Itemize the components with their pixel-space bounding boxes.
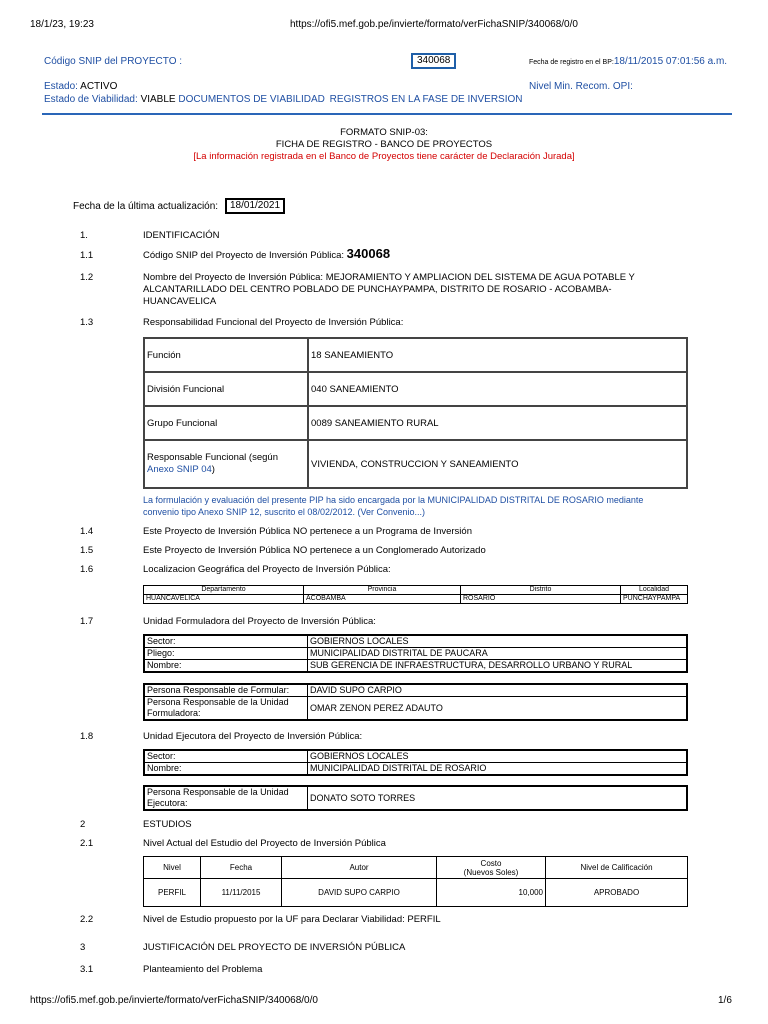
loc-header-provincia: Provincia <box>304 586 461 595</box>
unidad-formuladora-title: Unidad Formuladora del Proyecto de Inversión Pública: <box>143 616 376 627</box>
division-value: 040 SANEAMIENTO <box>308 372 687 406</box>
n11: 1.1 <box>80 250 94 261</box>
anexo-snip-04-link[interactable]: Anexo SNIP 04 <box>147 464 212 475</box>
uf-nombre-label: Nombre: <box>144 660 308 673</box>
estudio-header-calificacion: Nivel de Calificación <box>546 857 688 879</box>
persona-formular-value: DAVID SUPO CARPIO <box>308 684 688 697</box>
codigo-snip-pip-label: Código SNIP del Proyecto de Inversión Pública: <box>143 250 345 261</box>
estudio-fecha: 11/11/2015 <box>201 879 282 907</box>
table-row <box>144 338 687 372</box>
fecha-actualizacion-label: Fecha de la última actualización: <box>73 201 219 212</box>
n13: 1.3 <box>80 317 94 328</box>
ue-nombre-value: MUNICIPALIDAD DISTRITAL DE ROSARIO <box>308 763 688 776</box>
uf-responsables-table <box>143 683 688 721</box>
persona-unidad-label <box>144 697 308 721</box>
sec1-title: IDENTIFICACIÓN <box>143 230 220 241</box>
estado-label: Estado: <box>44 81 78 92</box>
responsable-cell <box>144 440 308 488</box>
n22: 2.2 <box>80 914 94 925</box>
codigo-snip-label: Código SNIP del PROYECTO : <box>44 56 183 67</box>
nombre-pip-line2: ALCANTARILLADO DEL CENTRO POBLADO DE PUNCHAYPAMPA, DISTRITO DE ROSARIO - ACOBAMBA- <box>143 284 612 295</box>
loc-header-localidad: Localidad <box>621 586 688 595</box>
convenio-note <box>143 494 643 518</box>
estudio-header-fecha: Fecha <box>201 857 282 879</box>
viabilidad-value: VIABLE <box>140 94 176 105</box>
table-row <box>144 372 687 406</box>
nivel-propuesto: Nivel de Estudio propuesto por la UF para Declarar Viabilidad: PERFIL <box>143 914 441 925</box>
table-row <box>144 648 687 660</box>
fecha-registro-label: Fecha de registro en el BP: <box>529 59 614 66</box>
ue-persona-label-line2: Ejecutora: <box>147 798 188 808</box>
form-title-line1: FORMATO SNIP-03: <box>340 127 428 138</box>
persona-formular-label: Persona Responsable de Formular: <box>144 684 308 697</box>
persona-unidad-label-line2: Formuladora: <box>147 708 201 718</box>
uf-nombre-value: SUB GERENCIA DE INFRAESTRUCTURA, DESARROLLO URBANO Y RURAL <box>308 660 688 673</box>
table-row <box>144 763 687 776</box>
form-title <box>0 127 768 163</box>
table-row <box>144 750 687 763</box>
print-url-bottom: https://ofi5.mef.gob.pe/invierte/formato/verFichaSNIP/340068/0/0 <box>30 995 318 1006</box>
estudio-costo: 10,000 <box>437 879 546 907</box>
ue-persona-label <box>144 786 308 810</box>
responsable-label: Responsable Funcional (según <box>147 452 278 463</box>
page-number: 1/6 <box>718 995 732 1006</box>
nivel-min-label: Nivel Min. Recom. OPI: <box>529 81 633 92</box>
ue-nombre-label: Nombre: <box>144 763 308 776</box>
header-divider <box>42 113 732 115</box>
form-title-disclaimer: [La información registrada en el Banco de Proyectos tiene carácter de Declaración Jurada] <box>193 151 575 162</box>
conglomerado: Este Proyecto de Inversión Pública NO pertenece a un Conglomerado Autorizado <box>143 545 486 556</box>
n17: 1.7 <box>80 616 94 627</box>
table-row <box>144 857 688 879</box>
estudio-header-costo-line2: (Nuevos Soles) <box>463 867 519 877</box>
uf-pliego-value: MUNICIPALIDAD DISTRITAL DE PAUCARA <box>308 648 688 660</box>
responsabilidad-table <box>143 337 688 489</box>
uf-sector-value: GOBIERNOS LOCALES <box>308 635 688 648</box>
table-row <box>144 440 687 488</box>
table-row <box>144 786 687 810</box>
estudio-header-autor: Autor <box>282 857 437 879</box>
codigo-snip-pip-value: 340068 <box>346 246 391 261</box>
grupo-label: Grupo Funcional <box>144 406 308 440</box>
n21: 2.1 <box>80 838 94 849</box>
uf-pliego-label: Pliego: <box>144 648 308 660</box>
fecha-registro <box>529 56 727 67</box>
localizacion-title: Localizacion Geográfica del Proyecto de Inversión Pública: <box>143 564 391 575</box>
n15: 1.5 <box>80 545 94 556</box>
nivel-actual-title: Nivel Actual del Estudio del Proyecto de Inversión Pública <box>143 838 386 849</box>
convenio-note-line2[interactable]: convenio tipo Anexo SNIP 12, suscrito el 08/02/2012. (Ver Convenio...) <box>143 507 426 517</box>
loc-localidad: PUNCHAYPAMPA <box>621 595 688 604</box>
codigo-snip-value: 340068 <box>411 53 456 69</box>
planteamiento-title: Planteamiento del Problema <box>143 964 263 975</box>
n14: 1.4 <box>80 526 94 537</box>
ue-responsable-table <box>143 785 688 811</box>
registros-fase-inversion-link[interactable]: REGISTROS EN LA FASE DE INVERSION <box>329 94 523 105</box>
estudio-header-nivel: Nivel <box>144 857 201 879</box>
print-url-top: https://ofi5.mef.gob.pe/invierte/formato/verFichaSNIP/340068/0/0 <box>290 19 578 30</box>
estudio-autor: DAVID SUPO CARPIO <box>282 879 437 907</box>
loc-departamento: HUANCAVELICA <box>144 595 304 604</box>
table-row <box>144 595 688 604</box>
nombre-pip-line3: HUANCAVELICA <box>143 296 217 307</box>
sec3-title: JUSTIFICACIÓN DEL PROYECTO DE INVERSIÓN PÚBLICA <box>143 942 406 953</box>
estudio-header-costo-line1: Costo <box>480 858 502 868</box>
estudios-table <box>143 856 688 907</box>
sec2-num: 2 <box>80 819 86 830</box>
sec2-title: ESTUDIOS <box>143 819 192 830</box>
persona-unidad-label-line1: Persona Responsable de la Unidad <box>147 697 289 707</box>
division-label: División Funcional <box>144 372 308 406</box>
table-row <box>144 660 687 673</box>
form-title-line2: FICHA DE REGISTRO - BANCO DE PROYECTOS <box>275 139 493 150</box>
programa-inversion: Este Proyecto de Inversión Pública NO pertenece a un Programa de Inversión <box>143 526 472 537</box>
unidad-ejecutora-title: Unidad Ejecutora del Proyecto de Inversión Pública: <box>143 731 363 742</box>
localizacion-table <box>143 585 688 604</box>
documentos-viabilidad-link[interactable]: DOCUMENTOS DE VIABILIDAD <box>178 94 325 105</box>
viabilidad-row <box>44 94 523 105</box>
table-row <box>144 684 687 697</box>
viabilidad-label: Estado de Viabilidad: <box>44 94 138 105</box>
ue-persona-value: DONATO SOTO TORRES <box>308 786 688 810</box>
table-row <box>144 586 688 595</box>
estado-row <box>44 81 117 92</box>
codigo-snip-pip <box>143 248 390 262</box>
ue-sector-label: Sector: <box>144 750 308 763</box>
loc-header-departamento: Departamento <box>144 586 304 595</box>
sec3-num: 3 <box>80 942 86 953</box>
responsabilidad-title: Responsabilidad Funcional del Proyecto de Inversión Pública: <box>143 317 404 328</box>
n31: 3.1 <box>80 964 94 975</box>
persona-unidad-value: OMAR ZENON PEREZ ADAUTO <box>308 697 688 721</box>
ue-table <box>143 749 688 776</box>
responsable-close: ) <box>211 464 215 475</box>
table-row <box>144 635 687 648</box>
table-row <box>144 879 688 907</box>
estudio-calificacion: APROBADO <box>546 879 688 907</box>
loc-provincia: ACOBAMBA <box>304 595 461 604</box>
table-row <box>144 406 687 440</box>
uf-sector-label: Sector: <box>144 635 308 648</box>
estudio-nivel: PERFIL <box>144 879 201 907</box>
convenio-note-line1: La formulación y evaluación del presente PIP ha sido encargada por la MUNICIPALIDAD DISTRITAL DE ROSARIO mediante <box>143 495 644 505</box>
print-datetime: 18/1/23, 19:23 <box>30 19 94 30</box>
n12: 1.2 <box>80 272 94 283</box>
loc-header-distrito: Distrito <box>461 586 621 595</box>
table-row <box>144 697 687 721</box>
funcion-label: Función <box>144 338 308 372</box>
uf-table <box>143 634 688 673</box>
responsable-value: VIVIENDA, CONSTRUCCION Y SANEAMIENTO <box>308 440 687 488</box>
n18: 1.8 <box>80 731 94 742</box>
grupo-value: 0089 SANEAMIENTO RURAL <box>308 406 687 440</box>
n16: 1.6 <box>80 564 94 575</box>
fecha-registro-value: 18/11/2015 07:01:56 a.m. <box>613 56 728 67</box>
sec1-num: 1. <box>80 230 88 241</box>
nombre-pip <box>143 272 635 308</box>
fecha-actualizacion-value: 18/01/2021 <box>225 198 285 214</box>
ue-persona-label-line1: Persona Responsable de la Unidad <box>147 787 289 797</box>
loc-distrito: ROSARIO <box>461 595 621 604</box>
estudio-header-costo <box>437 857 546 879</box>
ue-sector-value: GOBIERNOS LOCALES <box>308 750 688 763</box>
funcion-value: 18 SANEAMIENTO <box>308 338 687 372</box>
estado-value: ACTIVO <box>80 81 118 92</box>
nombre-pip-line1: Nombre del Proyecto de Inversión Pública: MEJORAMIENTO Y AMPLIACION DEL SISTEMA DE AGUA POTABLE Y <box>143 272 635 283</box>
